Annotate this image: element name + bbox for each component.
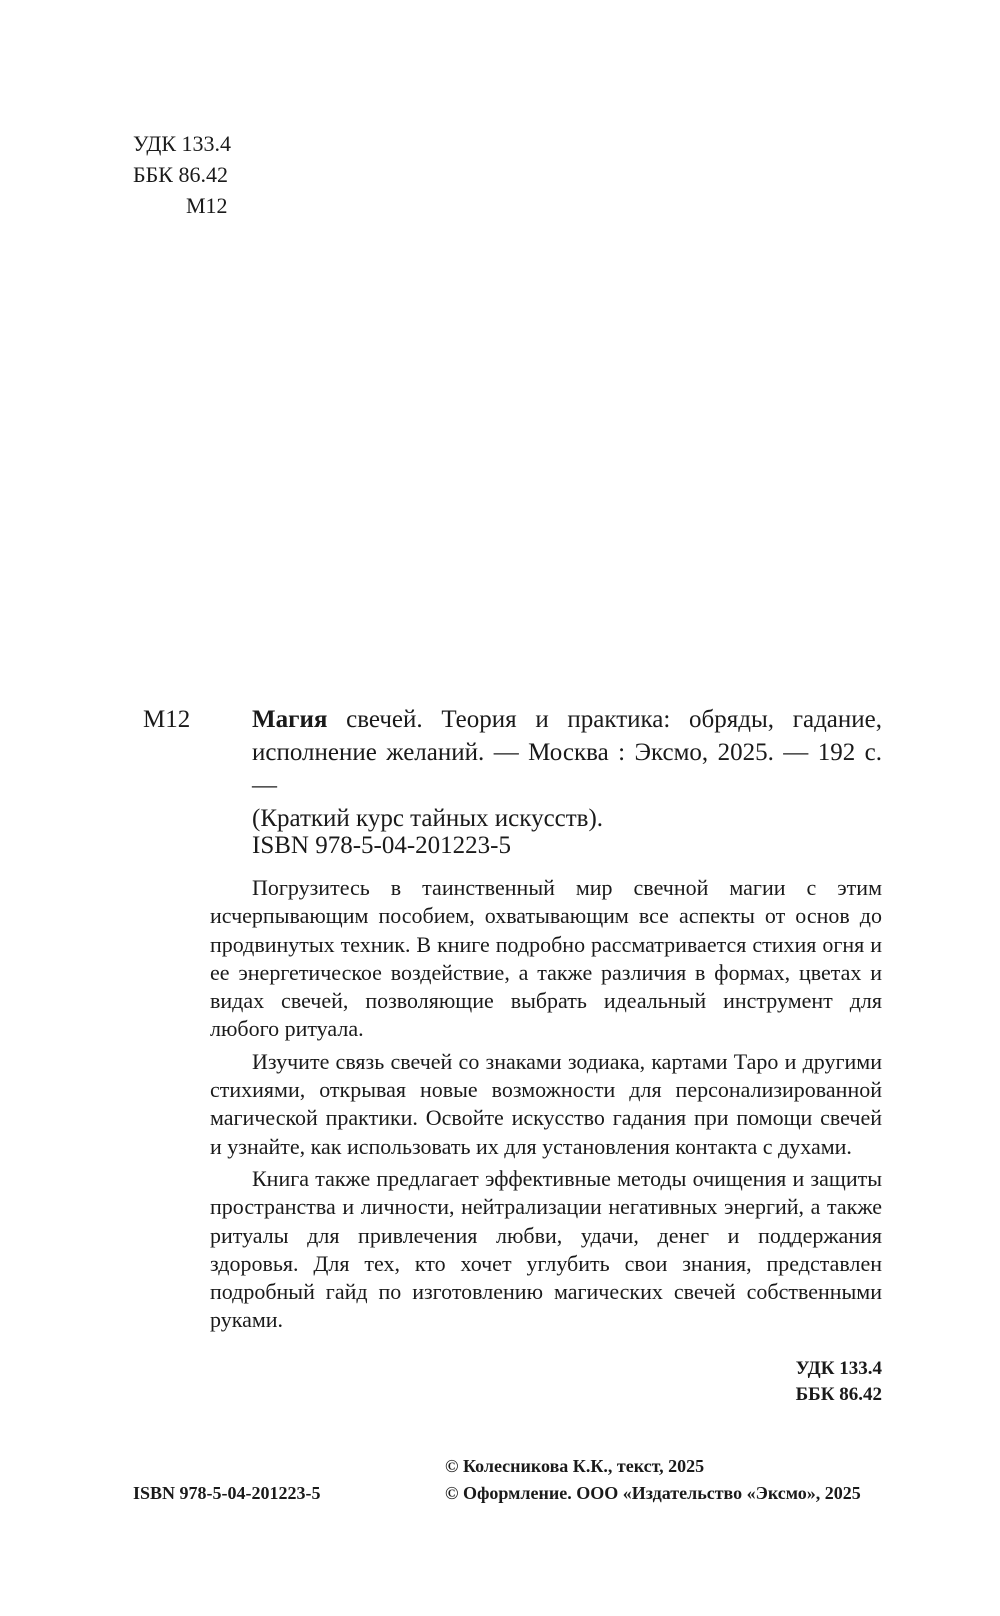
- series-title: (Краткий курс тайных искусств).: [252, 805, 604, 832]
- annotation-paragraph: Изучите связь свечей со знаками зодиака, картами Таро и другими стихиями, открывая новые возможности для персонализированной магической практики. Освойте искусство гадания при помощи свечей и узнайте, как использовать их для установления контакта с духами.: [210, 1048, 882, 1159]
- udk-code-bottom: УДК 133.4: [795, 1358, 882, 1379]
- copyright-text: © Колесникова К.К., текст, 2025: [445, 1456, 705, 1476]
- book-title-keyword: Магия: [252, 706, 328, 733]
- isbn-bottom: ISBN 978-5-04-201223-5: [133, 1483, 321, 1503]
- annotation: [210, 874, 882, 1339]
- annotation-paragraph: Книга также предлагает эффективные методы очищения и защиты пространства и личности, нейтрализации негативных энергий, а также ритуалы для привлечения любви, удачи, денег и поддержания здоровья. Для тех, кто хочет углубить свои знания, представлен подробный гайд по изготовлению магических свечей собственными руками.: [210, 1165, 882, 1333]
- bibliography-line-1: [252, 703, 882, 736]
- classification-codes-bottom: [796, 1356, 882, 1408]
- book-title-rest: свечей. Теория и практика: обряды, гадание,: [327, 706, 882, 733]
- isbn-main: ISBN 978-5-04-201223-5: [252, 832, 512, 859]
- bbk-code-bottom: ББК 86.42: [795, 1384, 882, 1405]
- bibliography-author-mark: М12: [143, 706, 191, 733]
- bbk-code: ББК 86.42: [133, 162, 228, 187]
- udk-code: УДК 133.4: [133, 131, 232, 156]
- bibliographic-record: [252, 703, 882, 835]
- author-mark: М12: [186, 193, 228, 218]
- annotation-paragraph: Погрузитесь в таинственный мир свечной магии с этим исчерпывающим пособием, охватывающим все аспекты от основ до продвинутых техник. В книге подробно рассматривается стихия огня и ее энергетическое воздействие, а также различия в формах, цветах и видах свечей, позволяющие выбрать идеальный инструмент для любого ритуала.: [210, 875, 882, 1042]
- bibliography-line-2: исполнение желаний. — Москва : Эксмо, 2025. — 192 с. —: [252, 739, 882, 799]
- classification-codes-top: [133, 128, 231, 221]
- copyright-block: [445, 1453, 861, 1507]
- copyright-design: © Оформление. ООО «Издательство «Эксмо», 2025: [445, 1483, 861, 1503]
